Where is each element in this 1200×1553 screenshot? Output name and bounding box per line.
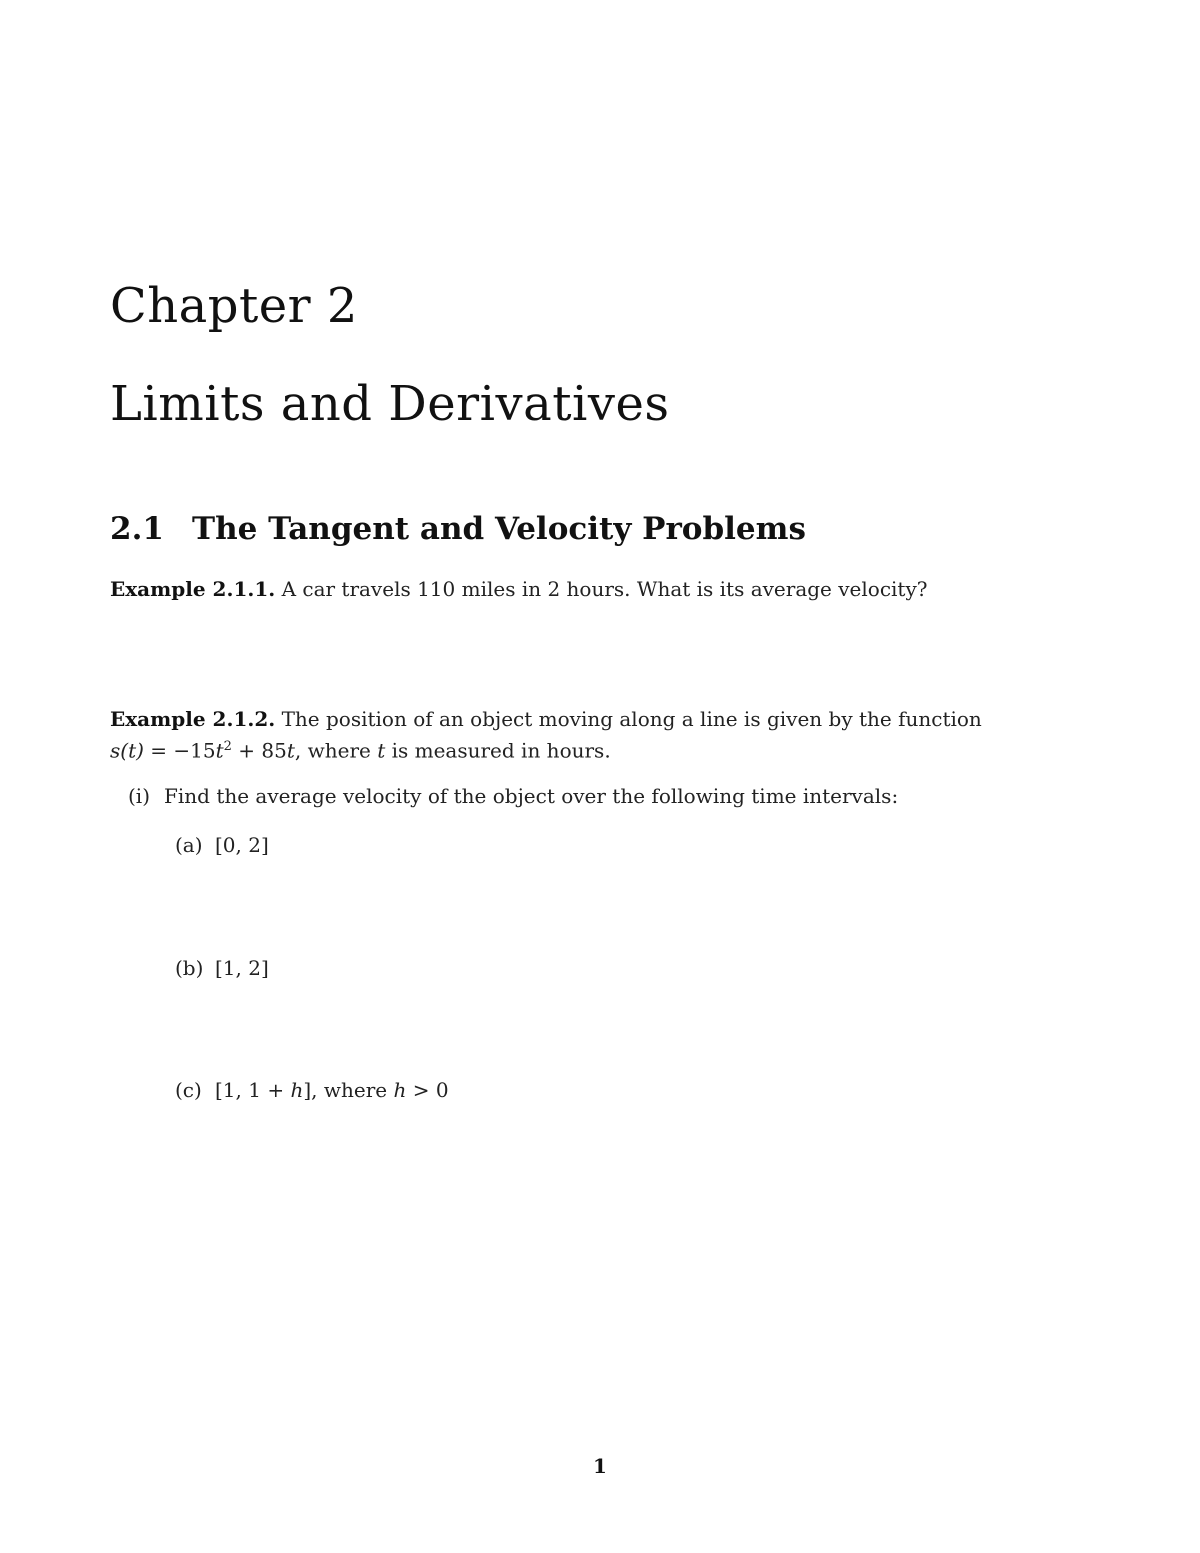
function-exponent: 2 (223, 739, 232, 754)
subpart-c-interval-end: ] (303, 1078, 312, 1102)
example-1-text: A car travels 110 miles in 2 hours. What is its average velocity? (281, 577, 928, 601)
subpart-c (175, 1076, 449, 1104)
function-after: , where (294, 738, 378, 763)
subpart-c-condition-text: , where (311, 1078, 394, 1102)
function-plus: + 85 (231, 738, 287, 763)
subpart-b (175, 954, 269, 982)
function-lhs: s(t) (110, 738, 144, 763)
section-heading (110, 510, 806, 548)
part-i (128, 782, 898, 810)
example-2-text: The position of an object moving along a line is given by the function (281, 707, 982, 731)
section-number: 2.1 (110, 511, 164, 547)
subpart-c-interval-start: [1, 1 + (215, 1078, 291, 1102)
example-2-line-1 (110, 705, 982, 733)
page-number: 1 (593, 1454, 607, 1478)
chapter-title: Limits and Derivatives (110, 376, 670, 432)
subpart-c-condition-rest: > 0 (406, 1078, 449, 1102)
example-2-label: Example 2.1.2. (110, 707, 276, 731)
example-1 (110, 575, 927, 603)
subpart-c-condition-var: h (393, 1078, 407, 1102)
variable-t: t (377, 738, 386, 763)
subpart-a-label: (a) (175, 833, 203, 857)
function-eq: = −15 (143, 738, 216, 763)
subpart-a (175, 831, 269, 859)
example-2-line-2 (110, 733, 611, 765)
subpart-a-interval: [0, 2] (215, 833, 269, 857)
part-i-text: Find the average velocity of the object over the following time intervals: (164, 784, 899, 808)
function-t1: t (215, 738, 224, 763)
example-1-label: Example 2.1.1. (110, 577, 276, 601)
subpart-b-label: (b) (175, 956, 204, 980)
subpart-b-interval: [1, 2] (215, 956, 269, 980)
subpart-c-interval-var: h (290, 1078, 304, 1102)
chapter-label: Chapter 2 (110, 278, 358, 334)
subpart-c-label: (c) (175, 1078, 202, 1102)
function-t2: t (286, 738, 295, 763)
section-title: The Tangent and Velocity Problems (192, 511, 806, 547)
function-tail: is measured in hours. (385, 738, 611, 763)
part-i-label: (i) (128, 784, 151, 808)
